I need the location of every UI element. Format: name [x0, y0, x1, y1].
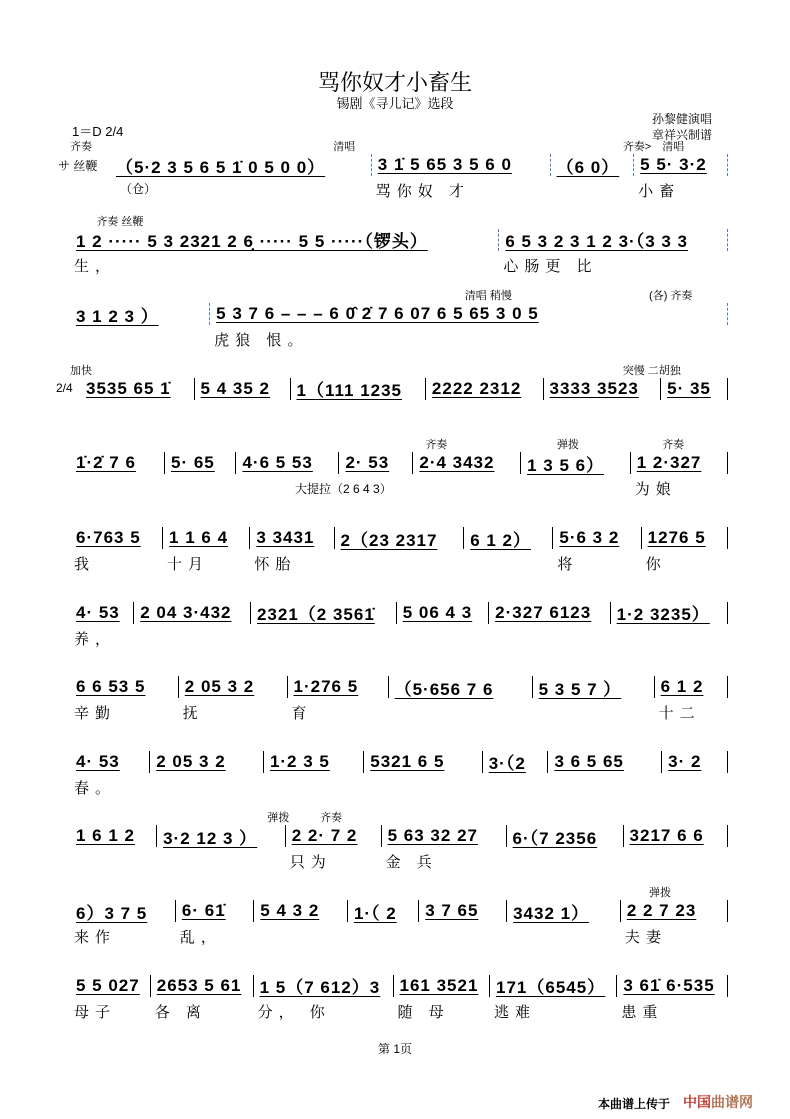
measure-notes: 3·2 12 3 ） — [163, 828, 258, 848]
lyric: 十月 — [167, 556, 210, 573]
lyric: 乱， — [179, 929, 222, 946]
lyric: 抚 — [182, 705, 204, 723]
measure-list — [70, 303, 728, 350]
performance-annotation: 齐奏 — [320, 812, 343, 825]
sub-annotation: 大提拉（2 6 4 3） — [295, 482, 392, 497]
measure — [372, 154, 551, 200]
performance-annotation: 弹拨 — [267, 812, 290, 825]
measure-notes: 4· 53 — [76, 602, 120, 622]
measure — [364, 751, 482, 773]
lyric: 骂你奴 才 — [375, 183, 470, 200]
staff-row — [56, 364, 728, 434]
measure — [70, 900, 176, 946]
song-subtitle: 锡剧《寻儿记》选段 — [336, 96, 454, 111]
measure — [70, 229, 499, 275]
song-title: 骂你奴才小畜生 — [317, 70, 472, 95]
lyric: 将 — [557, 556, 579, 573]
measure — [291, 378, 426, 400]
measure — [548, 751, 662, 773]
measure-notes: 3 3431 — [256, 528, 315, 547]
measure-list — [70, 825, 728, 872]
lyric: 育 — [291, 705, 313, 723]
measure — [624, 825, 728, 847]
measure-notes: 5· 35 — [667, 378, 711, 398]
singer-credit: 孙黎健演唱 — [652, 112, 713, 126]
performance-annotation: 齐奏 — [425, 439, 448, 452]
staff-row — [70, 737, 728, 807]
measure — [507, 900, 621, 922]
measure-notes: 1276 5 — [647, 528, 706, 547]
measure — [335, 527, 465, 549]
measure-notes: 4· 53 — [76, 751, 120, 771]
lyric: 虎狼 恨。 — [214, 332, 309, 350]
measure — [397, 602, 489, 624]
measure — [157, 825, 286, 847]
measure — [250, 527, 334, 573]
staff-row — [70, 662, 728, 732]
performance-annotation: 清唱 稍慢 — [464, 290, 512, 303]
upload-note: 本曲谱上传于 — [598, 1097, 671, 1111]
measure — [394, 975, 491, 1021]
measure — [151, 975, 254, 1021]
measure-notes: 3 61̇ 6·535 — [623, 975, 715, 995]
measure-list — [70, 229, 728, 275]
page-number: 第 1页 — [377, 1042, 412, 1056]
staff-row — [70, 886, 728, 956]
measure-notes: 6 5 3 2 3 1 2 3·（3 3 3 — [505, 232, 688, 252]
measure-notes: 2· 53 — [345, 453, 390, 473]
measure-notes: 3 1 2 3 ） — [76, 306, 159, 326]
lyric: 我 — [74, 556, 96, 573]
measure — [544, 378, 662, 400]
performance-annotation: 齐奏 — [662, 439, 685, 452]
measure — [553, 527, 641, 573]
measure-notes: 5· 65 — [171, 453, 215, 473]
lyric: 只为 — [289, 854, 332, 872]
measure-notes: 1 2 ····· 5 3 2321 2 6̣ ····· 5 5 ·····（锣头） — [76, 232, 428, 252]
performance-annotation: 弹拨 — [649, 887, 672, 899]
measure-notes: 6 1 2） — [470, 530, 531, 550]
measure-list — [70, 602, 728, 648]
measure — [195, 378, 291, 400]
arranger-credit: 章祥兴制谱 — [652, 128, 713, 142]
lyric: 你 — [645, 556, 667, 573]
measure — [70, 527, 163, 573]
measure — [661, 378, 728, 400]
measure — [617, 975, 728, 1021]
measure — [236, 452, 339, 474]
measure-notes: 3· 2 — [668, 751, 702, 771]
measure-notes: 6）3 7 5 — [76, 903, 148, 923]
measure — [521, 452, 631, 474]
measure — [507, 825, 624, 847]
staff-row — [70, 289, 728, 359]
performance-annotation: 齐奏> — [622, 141, 652, 153]
measure-notes: 3432 1） — [513, 903, 590, 923]
measure — [389, 676, 533, 698]
measure — [419, 900, 507, 922]
lyric: 辛勤 — [74, 705, 117, 723]
measure — [611, 602, 728, 624]
measure-notes: 2 2· 7 2 — [291, 826, 358, 846]
performance-annotation: 加快 — [70, 364, 92, 377]
measure-notes: 4·6 5 53 — [242, 453, 313, 473]
measure — [70, 751, 150, 797]
measure — [621, 900, 728, 946]
measure-notes: （5·656 7 6 — [394, 679, 494, 699]
row-prefix: 2/4 — [56, 380, 73, 395]
measure-list — [70, 676, 728, 723]
measure — [70, 975, 151, 1021]
performance-annotation: 弹拨 — [556, 439, 579, 452]
measure-notes: 1 1 6 4 — [169, 528, 229, 547]
measure — [662, 751, 728, 773]
staff-row — [70, 215, 728, 285]
measure-notes: 3535 65 1̇ — [86, 378, 171, 398]
measure-notes: 171（6545） — [496, 978, 606, 998]
measure-notes: 5321 6 5 — [370, 751, 445, 771]
measure — [642, 527, 728, 573]
measure-list — [70, 751, 728, 797]
measure-notes: 5 5 027 — [76, 975, 140, 995]
measure-notes: 3·（2 — [488, 754, 526, 774]
measure — [70, 825, 157, 847]
measure — [70, 452, 165, 474]
lyric: 生， — [74, 257, 117, 275]
lyric: 随 母 — [397, 1003, 450, 1021]
measure — [631, 452, 728, 499]
measure-list — [70, 900, 728, 946]
measure — [348, 900, 419, 922]
lyric: 逃难 — [494, 1003, 537, 1021]
measure — [165, 452, 236, 474]
measure — [80, 378, 195, 400]
logo-text-a: 中国 — [683, 1094, 711, 1110]
measure — [489, 602, 610, 624]
sub-annotation: （仓） — [120, 182, 157, 196]
measure — [382, 825, 507, 872]
measure — [254, 975, 394, 1021]
measure-notes: 2·327 6123 — [495, 602, 592, 622]
measure-notes: 1 5（7 612）3 — [259, 978, 381, 998]
measure-notes: 2 04 3·432 — [140, 602, 232, 622]
measure — [533, 676, 655, 698]
lyric: 分， 你 — [257, 1003, 331, 1021]
measure-notes: 6·763 5 — [76, 528, 141, 547]
measure-notes: （6 0） — [556, 157, 620, 177]
measure-notes: 1·（ 2 — [353, 903, 397, 923]
measure — [286, 825, 382, 872]
performance-annotation: 突慢 二胡独 — [622, 364, 681, 377]
lyric: 怀胎 — [254, 556, 297, 573]
row-prefix: サ 丝鞭 — [58, 159, 98, 173]
measure-list — [80, 378, 728, 400]
measure-notes: 2653 5 61 — [156, 975, 242, 995]
measure — [426, 378, 544, 400]
measure-notes: 5 06 4 3 — [402, 602, 473, 622]
measure-notes: 5 3 7 6 – – – 6 0̂ 2̇ 7 6 07 6 5 65 3 0 5 — [216, 304, 539, 324]
measure-notes: （5·2 3 5 6 5 1̇ 0 5 0 0） — [116, 157, 326, 177]
lyric: 春。 — [74, 779, 117, 797]
lyric: 金 兵 — [385, 854, 438, 872]
measure-notes: 5·6 3 2 — [559, 528, 620, 547]
measure — [176, 900, 254, 946]
performance-annotation: 齐奏 丝鞭 — [96, 215, 144, 228]
staff-row — [70, 588, 728, 658]
lyric: 夫妻 — [624, 929, 667, 946]
measure — [634, 154, 728, 200]
lyric: 十二 — [658, 705, 701, 723]
measure-notes: 2 05 3 2 — [156, 751, 226, 771]
measure-notes: 6 1 2 — [660, 677, 704, 697]
measure-notes: 1（111 1235 — [296, 381, 403, 401]
measure-notes: 6· 61̇ — [181, 901, 226, 920]
measure — [163, 527, 250, 573]
lyric: 来作 — [74, 929, 117, 946]
measure — [70, 602, 134, 648]
measure — [210, 303, 728, 350]
measure — [254, 900, 348, 922]
measure-list — [70, 527, 728, 573]
measure — [264, 751, 364, 773]
measure-notes: 1̇·2̇ 7 6 — [76, 453, 136, 473]
measure — [70, 303, 210, 325]
measure-list — [70, 975, 728, 1021]
measure-notes: 5 5· 3·2 — [640, 155, 707, 174]
measure — [483, 751, 549, 773]
measure-notes: 3217 6 6 — [629, 826, 704, 846]
measure-notes: 6·（7 2356 — [512, 828, 598, 848]
measure — [413, 452, 521, 474]
lyric: 患重 — [621, 1003, 664, 1021]
lyric: 心肠更 比 — [503, 257, 598, 275]
measure — [288, 676, 389, 723]
staff-row — [70, 513, 728, 583]
measure-notes: 2 2 7 23 — [626, 901, 697, 920]
measure — [490, 975, 617, 1021]
measure-notes: 5 4 3 2 — [260, 901, 320, 920]
lyric: 母子 — [74, 1003, 117, 1021]
measure — [134, 602, 251, 624]
logo-text-b: 曲谱网 — [711, 1094, 753, 1110]
performance-annotation: 清唱 — [662, 141, 685, 153]
measure-notes: 2321（2 3561̇ — [256, 605, 375, 625]
measure — [551, 154, 635, 176]
measure-notes: 2222 2312 — [431, 378, 522, 398]
measure-notes: 2（23 2317 — [340, 530, 438, 550]
measure — [499, 229, 728, 275]
measure-notes: 5 4 35 2 — [200, 378, 270, 398]
measure-notes: 3 6 5 65 — [554, 751, 624, 771]
measure-notes: 1·2 3 5 — [269, 751, 330, 771]
staff-row — [70, 811, 728, 881]
measure — [251, 602, 397, 624]
performance-annotation: 清唱 — [333, 141, 356, 153]
measure — [179, 676, 288, 723]
measure-notes: 6 6 53 5 — [76, 677, 146, 697]
lyric: 小畜 — [638, 183, 681, 200]
measure — [655, 676, 728, 723]
measure-notes: 3 7 65 — [425, 901, 479, 920]
measure-notes: 3 1̇ 5 65 3 5 6 0 — [377, 155, 512, 174]
performance-annotation: 齐奏 — [70, 141, 92, 153]
measure — [150, 751, 264, 773]
measure-notes: 2 05 3 2 — [184, 677, 255, 697]
lyric: 为娘 — [634, 481, 677, 499]
measure-notes: 5 63 32 27 — [387, 826, 478, 846]
measure-list — [110, 154, 728, 200]
measure-notes: 2·4 3432 — [419, 453, 495, 473]
performance-annotation: (各) 齐奏 — [649, 290, 693, 303]
measure-notes: 1·2 3235） — [616, 605, 710, 625]
measure-notes: 1 6 1 2 — [76, 826, 135, 846]
staff-row — [70, 438, 728, 508]
measure — [70, 676, 179, 723]
measure-notes: 5 3 5 7 ） — [538, 679, 622, 699]
measure — [464, 527, 553, 549]
measure-notes: 1 3 5 6） — [527, 455, 605, 475]
measure-notes: 1·276 5 — [293, 677, 359, 697]
measure-notes: 161 3521 — [399, 975, 479, 995]
measure-notes: 1 2·327 — [636, 453, 702, 473]
measure — [110, 154, 372, 176]
lyric: 养， — [74, 630, 117, 648]
lyric: 各 离 — [154, 1003, 207, 1021]
key-signature: 1＝D 2/4 — [72, 124, 124, 139]
staff-row — [70, 961, 728, 1031]
measure-notes: 3333 3523 — [549, 378, 639, 398]
site-logo — [683, 1092, 753, 1112]
measure — [339, 452, 413, 474]
staff-row — [58, 140, 728, 210]
